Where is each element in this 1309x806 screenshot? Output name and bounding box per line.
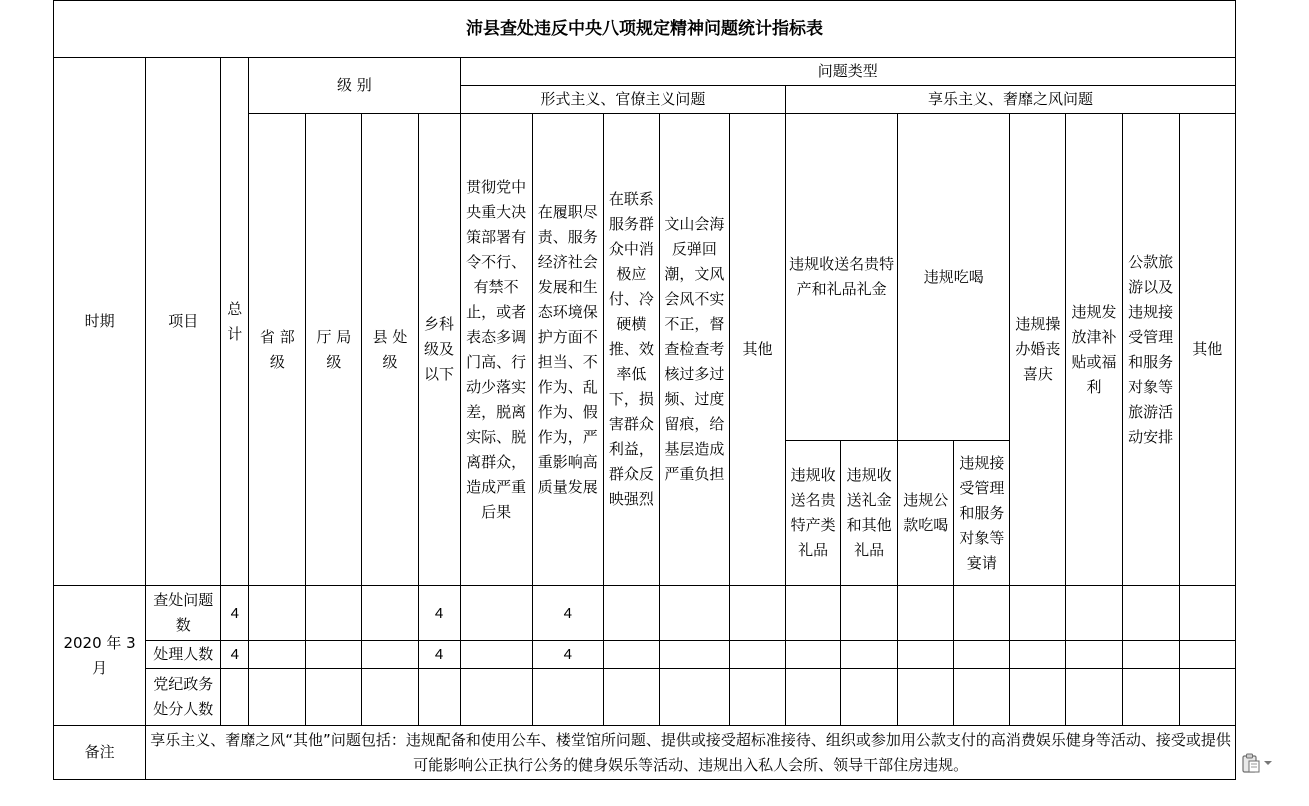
- cases-formalism-other: [729, 586, 785, 641]
- persons-wedding: [1010, 641, 1066, 669]
- persons-travel: [1122, 641, 1179, 669]
- persons-allowance: [1066, 641, 1122, 669]
- hedonism-col-other: 其他: [1179, 114, 1235, 586]
- eat-sub-public-funds: 违规公款吃喝: [898, 441, 954, 586]
- disciplined-wedding: [1010, 669, 1066, 726]
- hedonism-gift-group: 违规收送名贵特产和礼品礼金: [786, 114, 898, 441]
- header-period: 时期: [54, 58, 146, 586]
- cases-formalism-3: [603, 586, 659, 641]
- row-label-cases: 查处问题数: [146, 586, 221, 641]
- disciplined-gift-specialty: [786, 669, 841, 726]
- formalism-col-1: 贯彻党中央重大决策部署有令不行、有禁不止，或者表态多调门高、行动少落实差，脱离实际、脱离群众，造成严重后果: [460, 114, 532, 586]
- disciplined-travel: [1122, 669, 1179, 726]
- disciplined-eat-public: [898, 669, 954, 726]
- gift-sub-specialty: 违规收送名贵特产类礼品: [786, 441, 841, 586]
- persons-formalism-4: [659, 641, 729, 669]
- cases-eat-banquet: [954, 586, 1010, 641]
- cases-total: 4: [221, 586, 249, 641]
- level-bureau: 厅 局 级: [306, 114, 362, 586]
- persons-formalism-1: [460, 641, 532, 669]
- level-provincial: 省 部 级: [249, 114, 306, 586]
- disciplined-bureau: [306, 669, 362, 726]
- persons-township: 4: [418, 641, 460, 669]
- disciplined-provincial: [249, 669, 306, 726]
- persons-formalism-2: 4: [532, 641, 603, 669]
- header-hedonism-group: 享乐主义、奢靡之风问题: [786, 86, 1236, 114]
- cases-bureau: [306, 586, 362, 641]
- persons-formalism-other: [729, 641, 785, 669]
- hedonism-col-allowance: 违规发放津补贴或福利: [1066, 114, 1122, 586]
- cases-formalism-1: [460, 586, 532, 641]
- persons-provincial: [249, 641, 306, 669]
- disciplined-formalism-other: [729, 669, 785, 726]
- cases-gift-cash: [841, 586, 898, 641]
- eat-sub-banquet: 违规接受管理和服务对象等宴请: [954, 441, 1010, 586]
- gift-sub-cash: 违规收送礼金和其他礼品: [841, 441, 898, 586]
- disciplined-formalism-3: [603, 669, 659, 726]
- chevron-down-icon[interactable]: [1264, 761, 1272, 765]
- cases-eat-public: [898, 586, 954, 641]
- cases-allowance: [1066, 586, 1122, 641]
- cases-county: [362, 586, 418, 641]
- note-label: 备注: [54, 726, 146, 780]
- level-township: 乡科级及以下: [418, 114, 460, 586]
- persons-formalism-3: [603, 641, 659, 669]
- header-level: 级 别: [249, 58, 460, 114]
- cases-township: 4: [418, 586, 460, 641]
- disciplined-total: [221, 669, 249, 726]
- cases-gift-specialty: [786, 586, 841, 641]
- formalism-col-4: 文山会海反弹回潮，文风会风不实不正，督查检查考核过多过频、过度留痕，给基层造成严重负担: [659, 114, 729, 586]
- cases-wedding: [1010, 586, 1066, 641]
- period-cell: 2020 年 3 月: [54, 586, 146, 726]
- header-formalism-group: 形式主义、官僚主义问题: [460, 86, 785, 114]
- clipboard-paste-icon[interactable]: [1240, 752, 1262, 774]
- persons-eat-banquet: [954, 641, 1010, 669]
- row-label-persons: 处理人数: [146, 641, 221, 669]
- persons-eat-public: [898, 641, 954, 669]
- disciplined-township: [418, 669, 460, 726]
- hedonism-eat-group: 违规吃喝: [898, 114, 1010, 441]
- disciplined-gift-cash: [841, 669, 898, 726]
- persons-gift-cash: [841, 641, 898, 669]
- cases-formalism-2: 4: [532, 586, 603, 641]
- disciplined-other: [1179, 669, 1235, 726]
- row-label-disciplined: 党纪政务处分人数: [146, 669, 221, 726]
- formalism-col-3: 在联系服务群众中消极应付、冷硬横推、效率低下，损害群众利益，群众反映强烈: [603, 114, 659, 586]
- disciplined-eat-banquet: [954, 669, 1010, 726]
- table-title: 沛县查处违反中央八项规定精神问题统计指标表: [54, 1, 1236, 58]
- cases-other: [1179, 586, 1235, 641]
- persons-gift-specialty: [786, 641, 841, 669]
- level-county: 县 处 级: [362, 114, 418, 586]
- statistics-table: [53, 0, 1236, 780]
- persons-total: 4: [221, 641, 249, 669]
- cases-formalism-4: [659, 586, 729, 641]
- cases-travel: [1122, 586, 1179, 641]
- formalism-col-2: 在履职尽责、服务经济社会发展和生态环境保护方面不担当、不作为、乱作为、假作为，严重影响高质量发展: [532, 114, 603, 586]
- disciplined-formalism-4: [659, 669, 729, 726]
- header-item: 项目: [146, 58, 221, 586]
- persons-bureau: [306, 641, 362, 669]
- persons-other: [1179, 641, 1235, 669]
- header-total: 总计: [221, 58, 249, 586]
- disciplined-formalism-2: [532, 669, 603, 726]
- note-text: 享乐主义、奢靡之风“其他”问题包括：违规配备和使用公车、楼堂馆所问题、提供或接受超标准接待、组织或参加用公款支付的高消费娱乐健身等活动、接受或提供可能影响公正执行公务的健身娱乐等活动、违规出入私人会所、领导干部住房违规。: [146, 726, 1236, 780]
- disciplined-formalism-1: [460, 669, 532, 726]
- hedonism-col-travel: 公款旅游以及违规接受管理和服务对象等旅游活动安排: [1122, 114, 1179, 586]
- persons-county: [362, 641, 418, 669]
- hedonism-col-wedding: 违规操办婚丧喜庆: [1010, 114, 1066, 586]
- formalism-col-other: 其他: [729, 114, 785, 586]
- header-problem-type: 问题类型: [460, 58, 1235, 86]
- cases-provincial: [249, 586, 306, 641]
- disciplined-allowance: [1066, 669, 1122, 726]
- disciplined-county: [362, 669, 418, 726]
